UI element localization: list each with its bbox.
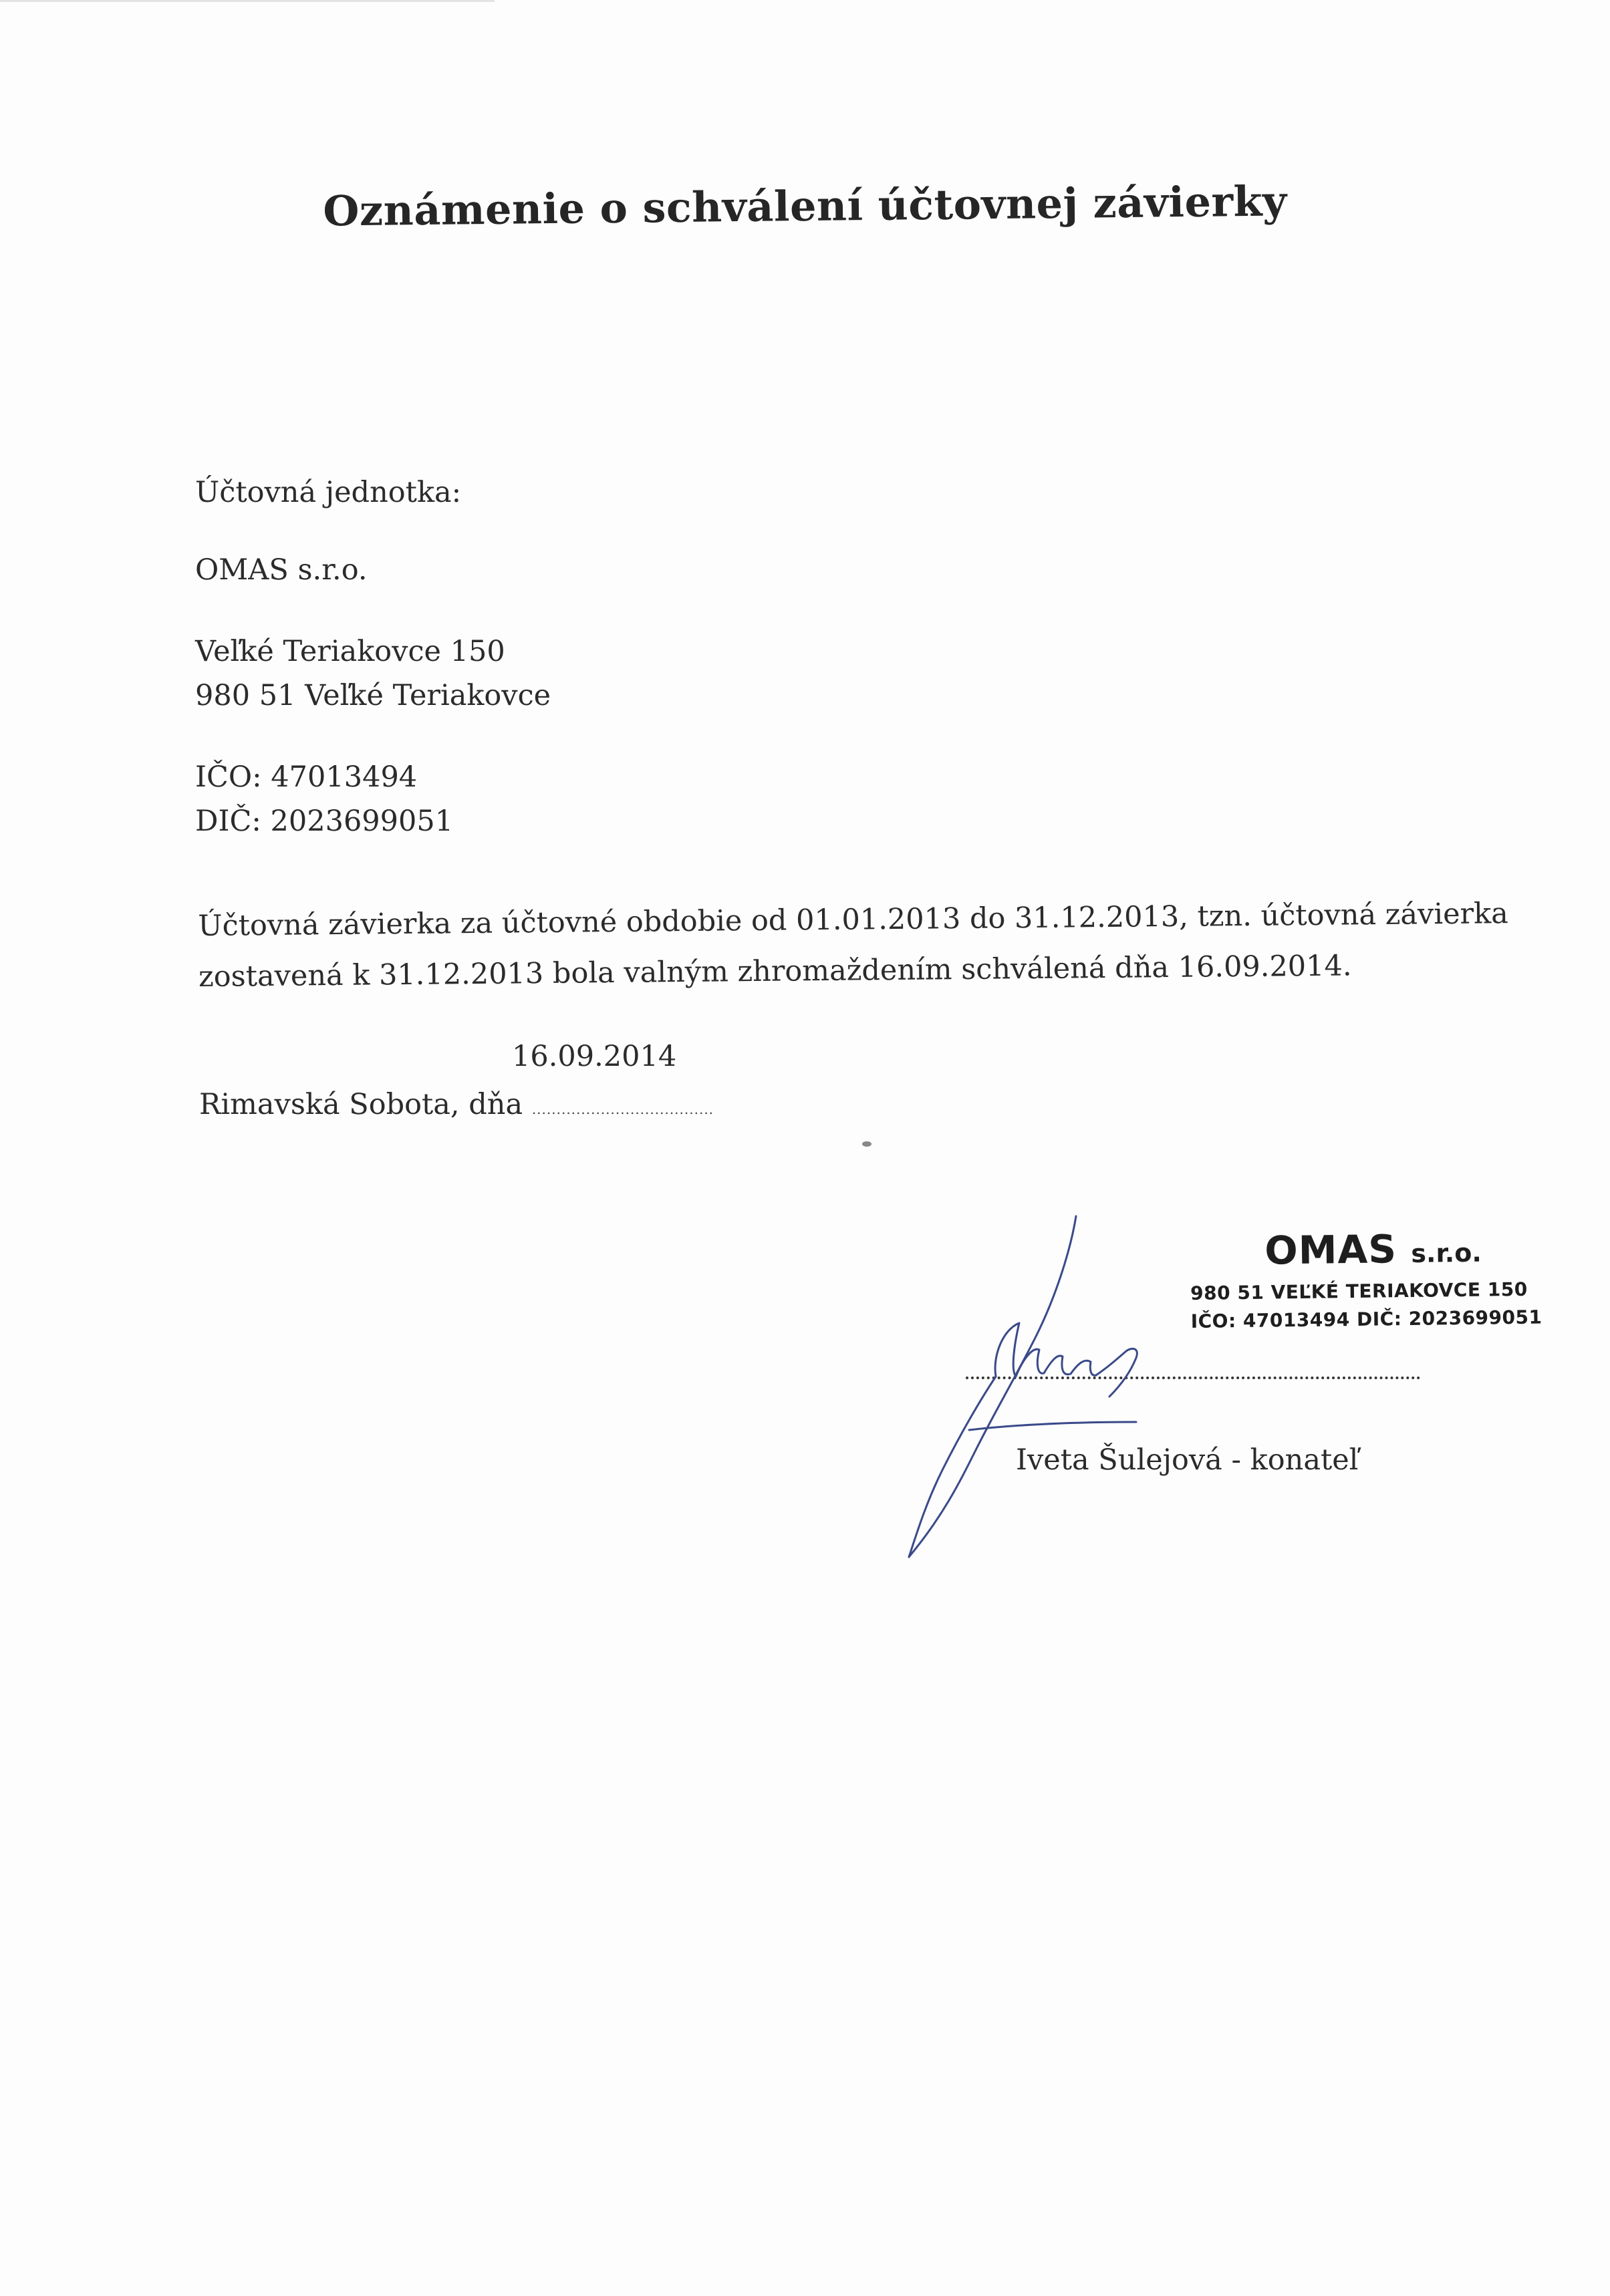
stamp-ids: IČO: 47013494 DIČ: 2023699051: [1190, 1306, 1542, 1332]
ico-value: IČO: 47013494: [195, 760, 418, 794]
address-line-1: Veľké Teriakovce 150: [195, 635, 505, 668]
stamp-company: [1264, 1224, 1542, 1279]
handwritten-signature: [896, 1209, 1176, 1564]
entity-name-block: [195, 548, 368, 592]
scan-speck: [862, 1141, 871, 1147]
address-line-2: 980 51 Veľké Teriakovce: [195, 679, 551, 712]
stamp-company-name: OMAS: [1264, 1226, 1397, 1274]
place-label: Rimavská Sobota, dňa: [199, 1088, 523, 1121]
entity-label: Účtovná jednotka:: [195, 476, 462, 509]
entity-name: OMAS s.r.o.: [195, 553, 368, 587]
entity-ids: [195, 755, 453, 843]
approval-line-2: zostavená k 31.12.2013 bola valným zhromaždením schválená dňa 16.09.2014.: [198, 949, 1352, 994]
place-date-line: [199, 1088, 714, 1121]
signer-name: Iveta Šulejová - konateľ: [1016, 1443, 1359, 1477]
dic-value: DIČ: 2023699051: [195, 805, 454, 838]
entity-label-block: [195, 470, 461, 515]
approval-paragraph: [198, 889, 1509, 1002]
entity-address: [195, 629, 551, 718]
approval-line-1: Účtovná závierka za účtovné obdobie od 01.01.2013 do 31.12.2013, tzn. účtovná závierka: [198, 897, 1509, 943]
filled-date: 16.09.2014: [512, 1040, 677, 1073]
stamp-address: 980 51 VEĽKÉ TERIAKOVCE 150: [1190, 1278, 1528, 1304]
scan-edge: [0, 0, 495, 2]
date-dotted-line: .....................................: [531, 1101, 714, 1117]
stamp-company-suffix: s.r.o.: [1411, 1238, 1482, 1268]
company-stamp: [1190, 1224, 1542, 1336]
document-title: Oznámenie o schválení účtovnej závierky: [323, 176, 1287, 236]
